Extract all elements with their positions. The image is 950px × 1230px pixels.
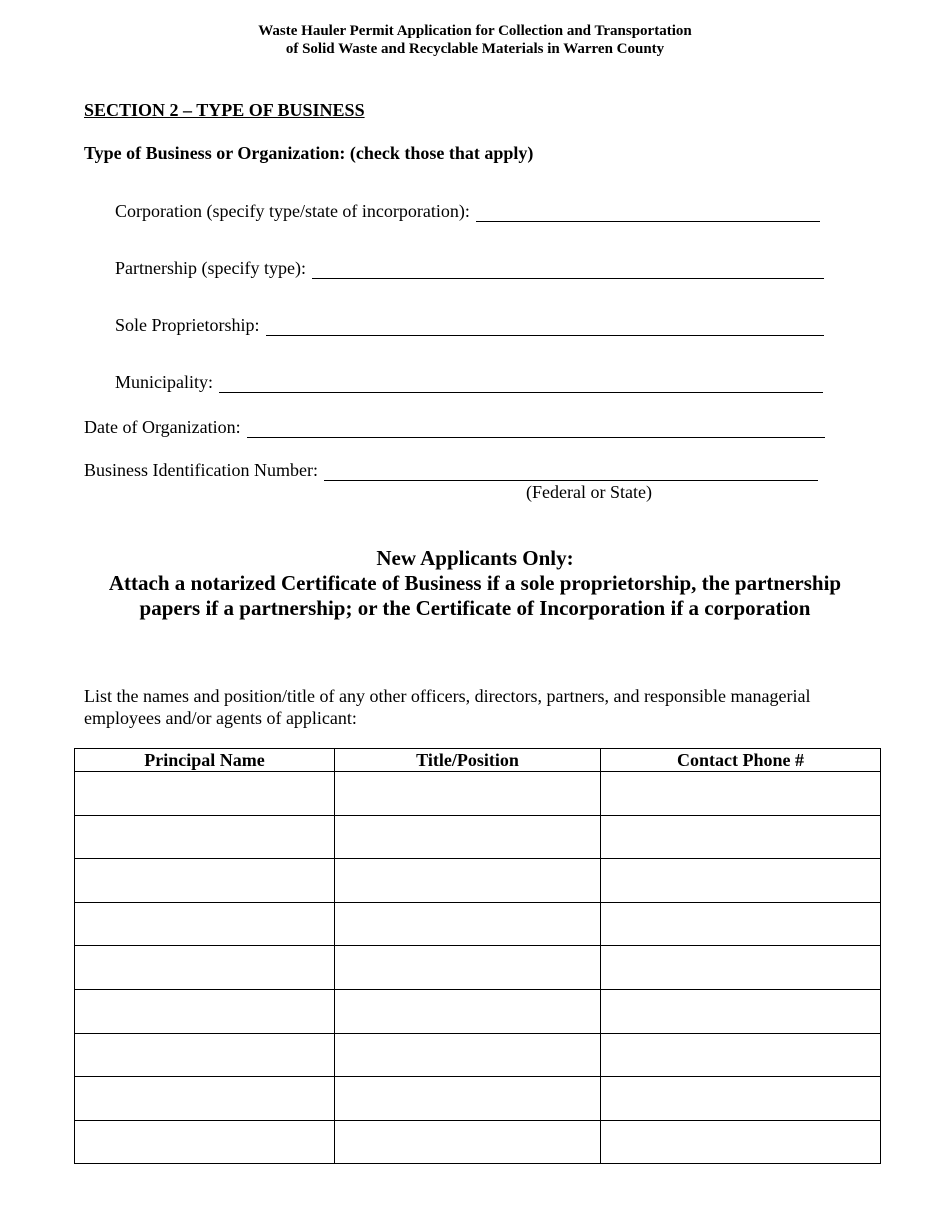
principal-name-cell[interactable]: [75, 1120, 335, 1164]
municipality-input-line[interactable]: [219, 374, 823, 393]
new-applicants-notice: [0, 546, 950, 621]
header-title-position: Title/Position: [335, 749, 601, 772]
section-title: SECTION 2 – TYPE OF BUSINESS: [84, 100, 365, 120]
notice-line-2: Attach a notarized Certificate of Business if a sole proprietorship, the partnership: [108, 571, 842, 595]
title-position-cell[interactable]: [335, 1033, 601, 1077]
corporation-input-line[interactable]: [476, 203, 820, 222]
principal-name-cell[interactable]: [75, 859, 335, 903]
principal-name-cell[interactable]: [75, 772, 335, 816]
title-position-cell[interactable]: [335, 902, 601, 946]
contact-phone-cell[interactable]: [601, 859, 881, 903]
partnership-field: [115, 258, 824, 279]
principal-name-cell[interactable]: [75, 1033, 335, 1077]
corporation-field: [115, 201, 820, 222]
table-row: [75, 815, 881, 859]
municipality-label: Municipality:: [115, 372, 213, 392]
business-id-caption: (Federal or State): [526, 482, 652, 502]
title-position-cell[interactable]: [335, 859, 601, 903]
principal-name-cell[interactable]: [75, 989, 335, 1033]
table-row: [75, 989, 881, 1033]
contact-phone-cell[interactable]: [601, 1120, 881, 1164]
table-row: [75, 772, 881, 816]
type-heading: Type of Business or Organization: (check those that apply): [84, 143, 534, 163]
title-position-cell[interactable]: [335, 772, 601, 816]
document-header: [0, 22, 950, 58]
contact-phone-cell[interactable]: [601, 772, 881, 816]
partnership-input-line[interactable]: [312, 260, 824, 279]
sole-proprietorship-input-line[interactable]: [266, 317, 824, 336]
table-row: [75, 1033, 881, 1077]
principal-name-cell[interactable]: [75, 902, 335, 946]
contact-phone-cell[interactable]: [601, 815, 881, 859]
header-line-2: of Solid Waste and Recyclable Materials in Warren County: [285, 41, 665, 57]
partnership-label: Partnership (specify type):: [115, 258, 306, 278]
principals-instructions: List the names and position/title of any other officers, directors, partners, and responsible managerial employees and/or agents of applicant:: [84, 686, 811, 728]
date-of-organization-input-line[interactable]: [247, 419, 825, 438]
table-row: [75, 946, 881, 990]
sole-proprietorship-label: Sole Proprietorship:: [115, 315, 260, 335]
sole-proprietorship-field: [115, 315, 824, 336]
title-position-cell[interactable]: [335, 1120, 601, 1164]
contact-phone-cell[interactable]: [601, 902, 881, 946]
principal-name-cell[interactable]: [75, 1077, 335, 1121]
table-row: [75, 859, 881, 903]
principals-table: [74, 748, 881, 1164]
table-row: [75, 902, 881, 946]
date-of-organization-field: [84, 417, 825, 438]
date-of-organization-label: Date of Organization:: [84, 417, 241, 437]
principals-table-body: [75, 772, 881, 1164]
business-id-field: [84, 460, 818, 481]
municipality-field: [115, 372, 823, 393]
contact-phone-cell[interactable]: [601, 989, 881, 1033]
notice-line-3: papers if a partnership; or the Certificate of Incorporation if a corporation: [139, 596, 811, 620]
table-header-row: [75, 749, 881, 772]
title-position-cell[interactable]: [335, 1077, 601, 1121]
principal-name-cell[interactable]: [75, 946, 335, 990]
contact-phone-cell[interactable]: [601, 946, 881, 990]
table-row: [75, 1077, 881, 1121]
corporation-label: Corporation (specify type/state of incorporation):: [115, 201, 470, 221]
title-position-cell[interactable]: [335, 946, 601, 990]
notice-line-1: New Applicants Only:: [376, 546, 574, 570]
header-contact-phone: Contact Phone #: [601, 749, 881, 772]
title-position-cell[interactable]: [335, 815, 601, 859]
table-row: [75, 1120, 881, 1164]
title-position-cell[interactable]: [335, 989, 601, 1033]
business-id-input-line[interactable]: [324, 462, 818, 481]
business-id-label: Business Identification Number:: [84, 460, 318, 480]
header-line-1: Waste Hauler Permit Application for Collection and Transportation: [258, 23, 692, 39]
contact-phone-cell[interactable]: [601, 1033, 881, 1077]
header-principal-name: Principal Name: [75, 749, 335, 772]
principal-name-cell[interactable]: [75, 815, 335, 859]
contact-phone-cell[interactable]: [601, 1077, 881, 1121]
